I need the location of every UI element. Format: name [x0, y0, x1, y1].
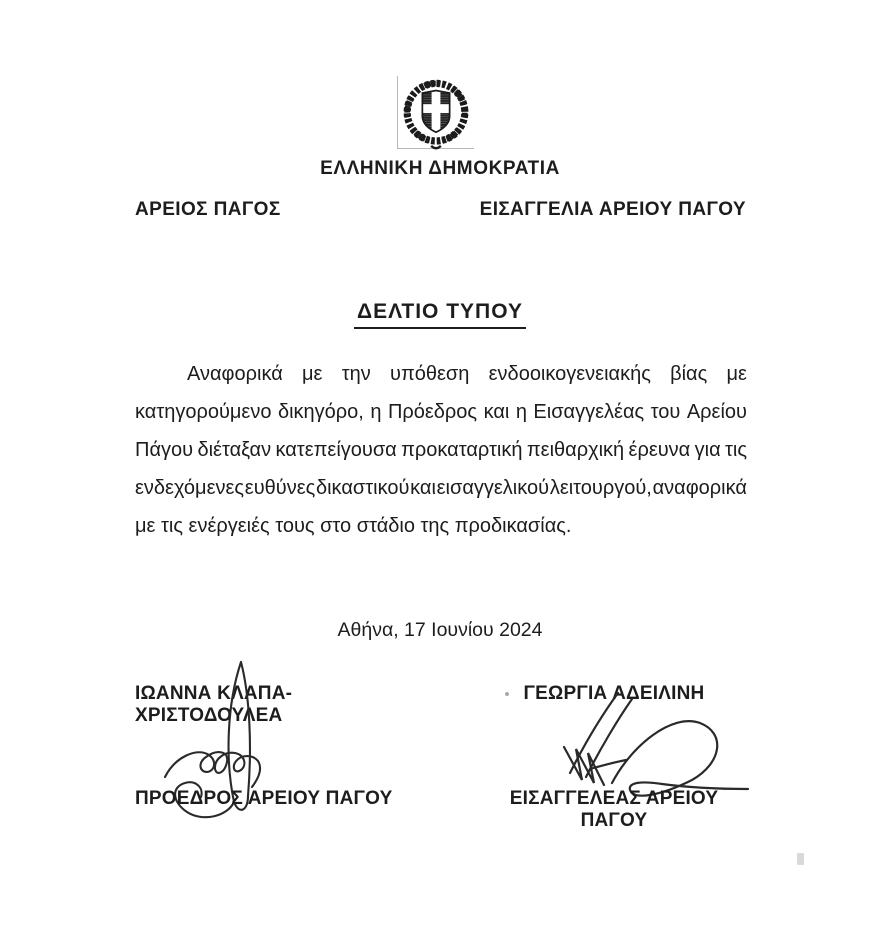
left-office-heading: ΑΡΕΙΟΣ ΠΑΓΟΣ	[135, 199, 281, 220]
signatory-left-title: ΠΡΟΕΔΡΟΣ ΑΡΕΙΟΥ ΠΑΓΟΥ	[135, 788, 393, 809]
document-title-text: ΔΕΛΤΙΟ ΤΥΠΟΥ	[354, 300, 526, 329]
body-line: Πάγου διέταξαν κατεπείγουσα προκαταρτική πειθαρχική έρευνα για τις	[135, 439, 747, 461]
signatory-right	[480, 683, 748, 831]
body-line: Αναφορικά με την υπόθεση ενδοοικογενειακής βίας με	[187, 363, 747, 385]
signatory-left-name: ΙΩΑΝΝΑ ΚΛΑΠΑ-ΧΡΙΣΤΟΔΟΥΛΕΑ	[135, 683, 293, 726]
body-line: με τις ενέργειές τους στο στάδιο της προδικασίας.	[135, 515, 572, 537]
dateline: Αθήνα, 17 Ιουνίου 2024	[337, 619, 543, 641]
offices-row	[135, 199, 746, 221]
wreath-knot	[431, 146, 441, 148]
body-paragraph	[135, 355, 747, 545]
body-line: ενδεχόμενες ευθύνες δικαστικού και εισαγγελικού λειτουργού, αναφορικά	[135, 477, 747, 499]
signatory-left	[135, 683, 435, 809]
coat-of-arms-svg	[396, 72, 476, 154]
signatory-right-name: ΓΕΩΡΓΙΑ ΑΔΕΙΛΙΝΗ	[523, 683, 705, 704]
scan-artifact-mark	[797, 853, 804, 865]
greek-coat-of-arms-icon	[396, 72, 476, 154]
body-line: κατηγορούμενο δικηγόρο, η Πρόεδρος και η Εισαγγελέας του Αρείου	[135, 401, 747, 423]
right-office-heading: ΕΙΣΑΓΓΕΛΙΑ ΑΡΕΙΟΥ ΠΑΓΟΥ	[479, 199, 746, 220]
signatory-right-title: ΕΙΣΑΓΓΕΛΕΑΣ ΑΡΕΙΟΥ ΠΑΓΟΥ	[509, 788, 719, 831]
republic-heading: ΕΛΛΗΝΙΚΗ ΔΗΜΟΚΡΑΤΙΑ	[320, 158, 560, 179]
document-title	[0, 300, 880, 329]
